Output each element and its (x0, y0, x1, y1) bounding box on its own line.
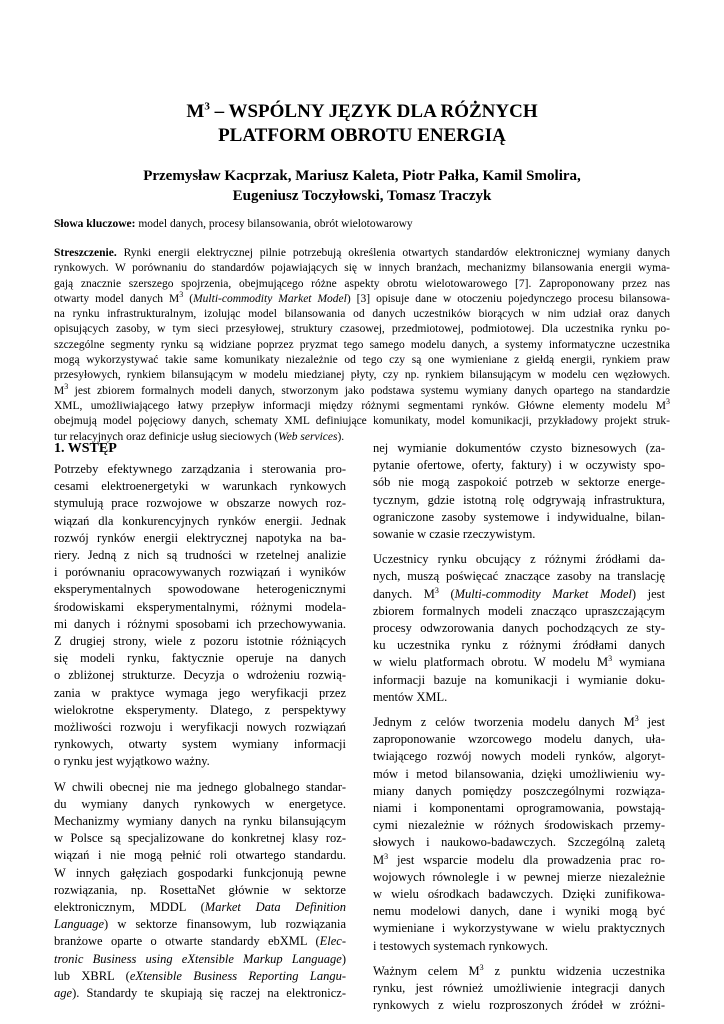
abstract-line: rynkowych. W porównaniu do standardów pojawiających się w innych branżach, mechanizmy bilansowania energii wyma- (54, 262, 670, 275)
abstract-label: Streszczenie. (54, 247, 117, 259)
paragraph (54, 461, 346, 771)
paragraph: Jednym z celów tworzenia modelu danych $M^3$ jest zaproponowanie wzorcowego modelu danych, uła- twiającego rozwój nowych modeli rynków, algoryt- mów i metod bilansowania, dzięki umożliwieniu wy- miany danych pomiędzy poszczególnymi rozwiąza- niami i komponentami oprogramowania, powstają- cymi niezależnie w różnych środowiskach przemy- słowych i naukowo-badawczych. Szczególną zaletą $M^3$ jest wsparcie modelu dla prowadzenia prac ro- wojowych równolegle i w pewnej mierze niezależnie w wielu ośrodkach badawczych. Dzięki zunifikowa- nemu modelowi danych, dane i wyniki mogą być wymieniane i wykorzystywane w wielu praktycznych i testowych systemach rynkowych. (373, 713, 666, 953)
abstract-line: tur relacyjnych oraz definicje usług sieciowych (Web services). (54, 430, 345, 443)
keywords-text: model danych, procesy bilansowania, obrót wielotowarowy (135, 218, 413, 230)
text-line: możliwości rozwoju i weryfikacji nowych rozwiązań (54, 720, 346, 735)
abstract-line: na rynku infrastrukturalnym, izolując model bilansowania od danych uczestników biorących w nim udział oraz danych (54, 308, 670, 321)
text-line: Potrzeby efektywnego zarządzania i sterowania pro- (54, 462, 346, 476)
abstract-line: Streszczenie. Rynki energii elektrycznej pilnie potrzebują określenia otwartych standardów elektronicznej wymiany danych (54, 247, 670, 259)
paragraph: W chwili obecnej nie ma jednego globalnego standar- du wymiany danych rynkowych w energetyce. Mechanizmy wymiany danych na rynku bilansującym w Polsce są specjalizowane do konkretnej klasy roz- wiązań i nie mogą pełnić roli otwartego standardu. W innych gałęziach gospodarki funkcjonują pewne rozwiązania, np. RosettaNet głównie w sektorze elektronicznym, MDDL (Market Data Definition Language) w sektorze finansowym, lub rozwiązania branżowe oparte o otwarte standardy ebXML (Elec- tronic Business using eXtensible Markup Language) lub XBRL (eXtensible Business Reporting Langu- age). Standardy te skupiają się raczej na elektronicz- (54, 779, 347, 1001)
title-prefix: M (186, 101, 205, 122)
text-line: się modeli rynku, faktycznie operuje na danych (54, 651, 346, 666)
keywords (54, 217, 670, 232)
authors-line-2: Eugeniusz Toczyłowski, Tomasz Traczyk (232, 188, 492, 204)
paragraph: Ważnym celem $M^3$ z punktu widzenia uczestnika rynku, jest również umożliwienie integracji danych rynkowych z wielu rozproszonych źródeł w zróżni- (373, 962, 665, 1013)
abstract-line: $M^3$ jest zbiorem formalnych modeli danych, stworzonym jako podstawa systemu wymiany danych opartego na standardzie (54, 381, 670, 397)
text-line: tycznym, gdzie istotną rolę odgrywają infrastruktura, (373, 492, 665, 507)
text-line: o zbliżonej strukturze. Decyzja o wdrożeniu rozwią- (54, 668, 346, 683)
title-line-2: PLATFORM OBROTU ENERGIĄ (218, 125, 506, 146)
abstract (54, 246, 670, 445)
text-line: sowanie w czasie rzeczywistym. (373, 527, 536, 542)
right-column (373, 440, 665, 1023)
abstract-line: obejmują model pojęciowy danych, schematy XML definiujące komunikaty, model komunikacji, przykładowy projekt struk- (54, 415, 670, 428)
text-line: wielokrotne eksperymenty. Dlatego, z perspektywy (54, 702, 346, 717)
text-line: wiązań dla konkurencyjnych rynków energii. Jednak (54, 513, 346, 528)
text-line: stymulują prace rozwojowe w obszarze nowych roz- (54, 496, 346, 511)
keywords-label: Słowa kluczowe: (54, 218, 136, 230)
paragraph: Uczestnicy rynku obcujący z różnymi źródłami da- nych, muszą poświęcać znaczące zasoby na translację danych. $M^3$ (Multi-commodity Market Model) jest zbiorem formalnych modeli znacząco upraszczającym procesy odwzorowania danych pochodzących ze sty- ku uczestnika rynku z różnymi źródłami danych w wielu platformach obrotu. W modelu $M^3$ wymiana informacji bazuje na komunikacji i wymianie doku- mentów XML. (373, 552, 665, 704)
title-line-1: – WSPÓLNY JĘZYK DLA RÓŻNYCH (209, 101, 538, 122)
section-heading: 1. WSTĘP (54, 441, 117, 456)
text-line: eksperymentalnych spowodowane heterogenicznymi (54, 582, 346, 597)
abstract-line: otwarty model danych $M^3$ (Multi-commodity Market Model) [3] opisuje dane w otoczeniu pojedynczego procesu bilansowa- (54, 290, 670, 305)
text-line: cesami elektroenergetyki w warunkach rynkowych (54, 479, 346, 494)
text-line: mi danych i różnymi sposobami ich przechowywania. (54, 616, 346, 631)
abstract-line: XML, umożliwiającego łatwy przepływ informacji między różnymi segmentami rynków. Główne elementy modelu $M^3$ (54, 397, 670, 412)
abstract-line: opisujących zasoby, w tym sieci przesyłowej, struktury czasowej, przedmiotowej, podmiotowej. Dla uczestnika rynku po- (54, 323, 670, 336)
abstract-line: szczególne segmenty rynku są widziane poprzez pryzmat tego samego modelu danych, a systemy informatyczne uczestnika (54, 338, 670, 351)
abstract-line: przesyłowych, rynkiem bilansującym w modelu miedzianej płyty, czy np. rynkiem bilansującym w modelu cen węzłowych. (54, 369, 670, 382)
text-line: Z drugiej strony, wiele z pozoru istotnie różniących (54, 634, 346, 649)
text-line: środowiskami eksperymentalnymi, różnymi modela- (54, 599, 346, 614)
title-superscript: 3 (204, 100, 210, 113)
text-line: pytanie ofertowe, oferty, faktury) i w oczywisty spo- (373, 458, 665, 473)
text-line: sób nie mogą zaspokoić potrzeb w sektorze energe- (373, 475, 665, 490)
text-line: nej wymianie dokumentów czysto biznesowych (za- (373, 441, 665, 455)
text-line: o rynku jest wyjątkowo ważny. (54, 754, 210, 769)
authors-line-1: Przemysław Kacprzak, Mariusz Kaleta, Piotr Pałka, Kamil Smolira, (143, 168, 581, 184)
paper-title (0, 100, 724, 148)
paragraph (373, 440, 665, 543)
text-line: rozwój rynków energii elektrycznej napotyka na ba- (54, 530, 346, 545)
abstract-line: gają znacznie szerszego spojrzenia, obejmującego różne aspekty obrotu wielotowarowego [7]. Zaproponowany przez nas (54, 277, 670, 290)
text-line: riery. Jedną z nich są trudności w rzetelnej analizie (54, 548, 346, 563)
text-line: zania w praktyce wymaga jego weryfikacji przez (54, 685, 346, 700)
left-column (54, 440, 346, 1010)
abstract-line: mogą wykorzystywać takie same komunikaty niezależnie od tego czy są one wymieniane z giełdą energii, rynkiem praw (54, 354, 670, 367)
author-list (0, 166, 724, 206)
text-line: rynkowych, otwarty system wymiany informacji (54, 737, 346, 752)
text-line: ograniczone zasoby systemowe i indywidualne, bilan- (373, 509, 665, 524)
text-line: i porównaniu opracowywanych rozwiązań i wyników (54, 565, 346, 580)
